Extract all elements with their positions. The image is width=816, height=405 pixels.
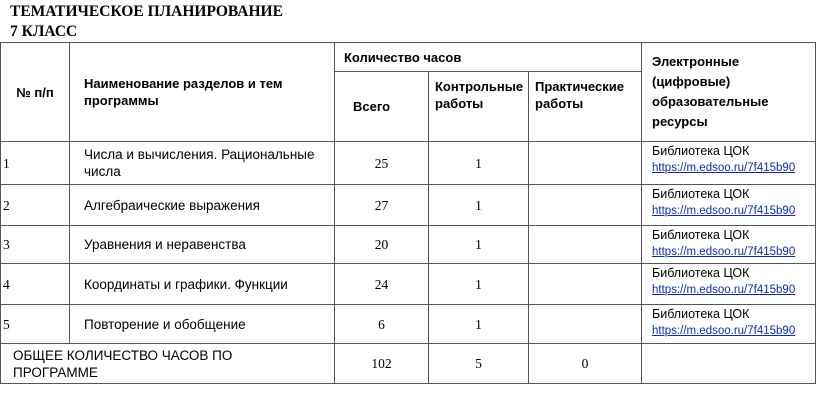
row-control: 1 — [429, 142, 529, 185]
footer-label: ОБЩЕЕ КОЛИЧЕСТВО ЧАСОВ ПО ПРОГРАММЕ — [1, 344, 335, 384]
resource-link[interactable]: https://m.edsoo.ru/7f415b90 — [652, 205, 796, 217]
row-total: 6 — [335, 305, 429, 344]
row-number: 2 — [1, 185, 70, 226]
footer-control: 5 — [429, 344, 529, 384]
footer-resources — [642, 344, 816, 384]
row-practical — [529, 142, 642, 185]
resource-link[interactable]: https://m.edsoo.ru/7f415b90 — [652, 162, 796, 174]
row-number: 3 — [1, 226, 70, 264]
document-title: ТЕМАТИЧЕСКОЕ ПЛАНИРОВАНИЕ — [10, 3, 283, 20]
row-section-name: Координаты и графики. Функции — [70, 264, 335, 305]
row-control: 1 — [429, 185, 529, 226]
row-control: 1 — [429, 264, 529, 305]
row-section-name: Числа и вычисления. Рациональные числа — [70, 142, 335, 185]
footer-practical: 0 — [529, 344, 642, 384]
resource-link[interactable]: https://m.edsoo.ru/7f415b90 — [652, 325, 796, 337]
header-total: Всего — [335, 72, 429, 142]
row-section-name: Уравнения и неравенства — [70, 226, 335, 264]
table-row — [1, 226, 816, 264]
resource-link[interactable]: https://m.edsoo.ru/7f415b90 — [652, 284, 796, 296]
row-total: 27 — [335, 185, 429, 226]
planning-table — [0, 42, 816, 384]
table-footer-row — [1, 344, 816, 384]
resource-link[interactable]: https://m.edsoo.ru/7f415b90 — [652, 246, 796, 258]
row-section-name: Алгебраические выражения — [70, 185, 335, 226]
header-control: Контрольные работы — [429, 72, 529, 142]
row-number: 4 — [1, 264, 70, 305]
row-practical — [529, 226, 642, 264]
resource-name: Библиотека ЦОК — [652, 266, 750, 280]
resource-name: Библиотека ЦОК — [652, 228, 750, 242]
table-row — [1, 305, 816, 344]
resource-name: Библиотека ЦОК — [652, 144, 750, 158]
header-section-name: Наименование разделов и тем программы — [70, 43, 335, 142]
resource-name: Библиотека ЦОК — [652, 307, 750, 321]
header-number: № п/п — [1, 43, 70, 142]
table-row — [1, 185, 816, 226]
header-practical: Практические работы — [529, 72, 642, 142]
header-hours: Количество часов — [335, 43, 642, 72]
footer-total: 102 — [335, 344, 429, 384]
header-resources: Электронные (цифровые) образовательные ресурсы — [642, 43, 816, 142]
row-total: 24 — [335, 264, 429, 305]
row-practical — [529, 305, 642, 344]
row-section-name: Повторение и обобщение — [70, 305, 335, 344]
table-row — [1, 142, 816, 185]
resource-name: Библиотека ЦОК — [652, 187, 750, 201]
table-row — [1, 264, 816, 305]
grade-heading: 7 КЛАСС — [10, 23, 78, 40]
row-number: 5 — [1, 305, 70, 344]
row-practical — [529, 264, 642, 305]
row-practical — [529, 185, 642, 226]
row-control: 1 — [429, 305, 529, 344]
row-number: 1 — [1, 142, 70, 185]
row-total: 20 — [335, 226, 429, 264]
row-total: 25 — [335, 142, 429, 185]
row-control: 1 — [429, 226, 529, 264]
